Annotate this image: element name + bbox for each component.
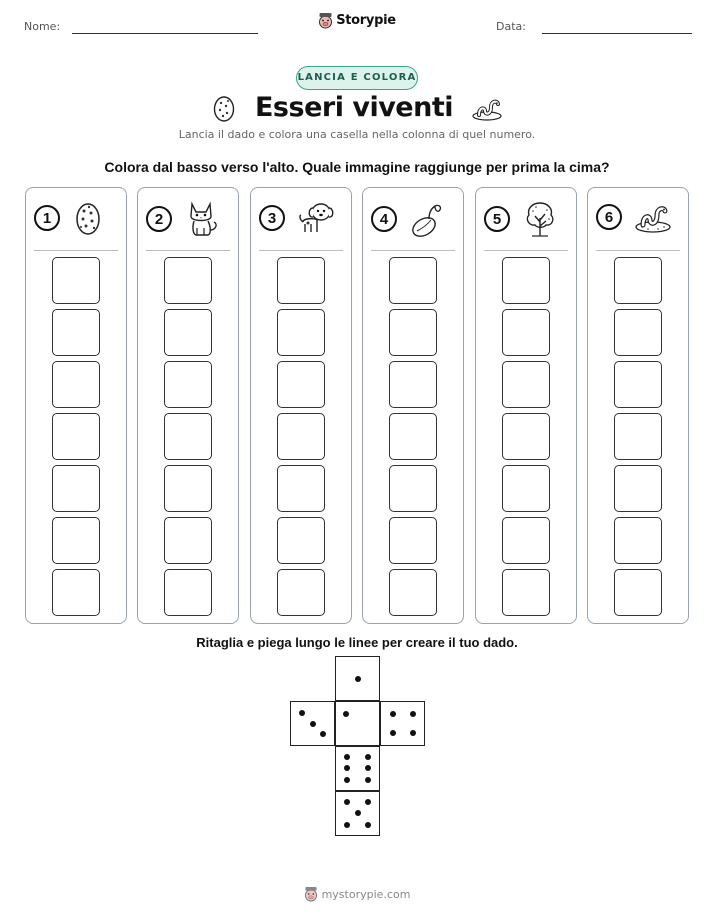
die-pip	[344, 754, 350, 760]
column-divider	[484, 250, 568, 251]
color-box[interactable]	[389, 569, 437, 616]
die-pip	[365, 765, 371, 771]
column-divider	[371, 250, 455, 251]
color-box[interactable]	[277, 413, 325, 460]
die-pip	[344, 799, 350, 805]
color-box[interactable]	[52, 361, 100, 408]
color-box[interactable]	[52, 413, 100, 460]
cat-icon	[184, 200, 220, 238]
color-box[interactable]	[277, 309, 325, 356]
color-box[interactable]	[52, 465, 100, 512]
die-pip	[390, 730, 396, 736]
die-face-1	[335, 656, 380, 701]
die-pip	[365, 777, 371, 783]
color-box[interactable]	[52, 569, 100, 616]
color-box[interactable]	[502, 569, 550, 616]
die-pip	[365, 822, 371, 828]
subtitle: Lancia il dado e colora una casella nella colonna di quel numero.	[178, 128, 536, 141]
column-5	[475, 187, 577, 624]
color-box[interactable]	[164, 361, 212, 408]
column-number: 4	[371, 206, 397, 232]
color-box[interactable]	[389, 361, 437, 408]
footer	[0, 886, 714, 907]
die-pip	[344, 777, 350, 783]
die-pip	[365, 799, 371, 805]
color-box[interactable]	[277, 465, 325, 512]
column-number: 6	[596, 204, 622, 230]
pig-mascot-icon	[318, 12, 333, 29]
column-divider	[146, 250, 230, 251]
column-divider	[259, 250, 343, 251]
color-box[interactable]	[502, 309, 550, 356]
die-pip	[365, 754, 371, 760]
die-face-5	[335, 791, 380, 836]
color-box[interactable]	[389, 309, 437, 356]
color-box[interactable]	[614, 257, 662, 304]
column-number: 5	[484, 206, 510, 232]
color-box[interactable]	[164, 309, 212, 356]
egg-icon	[72, 200, 104, 236]
date-line[interactable]	[542, 33, 692, 34]
color-box[interactable]	[614, 413, 662, 460]
die-face-3	[290, 701, 335, 746]
color-box[interactable]	[389, 257, 437, 304]
color-box[interactable]	[502, 517, 550, 564]
puppy-icon	[297, 200, 337, 236]
die-pip	[410, 711, 416, 717]
die-pip	[310, 721, 316, 727]
color-box[interactable]	[164, 569, 212, 616]
color-box[interactable]	[52, 257, 100, 304]
die-pip	[299, 710, 305, 716]
footer-url[interactable]: mystorypie.com	[321, 887, 411, 901]
die-pip	[355, 676, 361, 682]
die-pip	[320, 731, 326, 737]
worm-icon	[634, 200, 672, 234]
title-row	[0, 92, 714, 123]
color-box[interactable]	[164, 257, 212, 304]
color-box[interactable]	[389, 465, 437, 512]
column-number: 3	[259, 205, 285, 231]
column-6	[587, 187, 689, 624]
die-pip	[344, 765, 350, 771]
color-box[interactable]	[52, 309, 100, 356]
brand-name: Storypie	[336, 13, 396, 28]
color-box[interactable]	[389, 517, 437, 564]
color-box[interactable]	[502, 465, 550, 512]
color-box[interactable]	[502, 413, 550, 460]
column-divider	[34, 250, 118, 251]
column-number: 2	[146, 206, 172, 232]
brand-logo	[0, 12, 714, 34]
die-pip	[410, 730, 416, 736]
color-box[interactable]	[277, 257, 325, 304]
column-1	[25, 187, 127, 624]
column-number: 1	[34, 205, 60, 231]
column-2	[137, 187, 239, 624]
color-box[interactable]	[614, 569, 662, 616]
color-box[interactable]	[614, 465, 662, 512]
egg-icon	[211, 94, 237, 122]
color-box[interactable]	[164, 465, 212, 512]
column-4	[362, 187, 464, 624]
instruction: Colora dal basso verso l'alto. Quale immagine raggiunge per prima la cima?	[104, 159, 610, 175]
color-box[interactable]	[52, 517, 100, 564]
cut-instruction: Ritaglia e piega lungo le linee per creare il tuo dado.	[196, 635, 518, 650]
color-box[interactable]	[614, 517, 662, 564]
column-3	[250, 187, 352, 624]
color-box[interactable]	[614, 361, 662, 408]
die-face-4	[380, 701, 425, 746]
die-pip	[343, 711, 349, 717]
color-box[interactable]	[502, 361, 550, 408]
color-box[interactable]	[502, 257, 550, 304]
color-box[interactable]	[277, 569, 325, 616]
column-divider	[596, 250, 680, 251]
color-box[interactable]	[164, 517, 212, 564]
color-box[interactable]	[389, 413, 437, 460]
date-label: Data:	[496, 20, 526, 33]
die-pip	[344, 822, 350, 828]
pig-mascot-icon	[304, 886, 318, 902]
seed-sprout-icon	[409, 200, 443, 238]
color-box[interactable]	[277, 361, 325, 408]
die-pip	[390, 711, 396, 717]
page-title: Esseri viventi	[254, 92, 454, 123]
die-face-6	[335, 746, 380, 791]
worm-icon	[471, 95, 503, 121]
color-box[interactable]	[164, 413, 212, 460]
die-face-1	[335, 701, 380, 746]
tree-icon	[522, 200, 558, 238]
color-box[interactable]	[277, 517, 325, 564]
color-box[interactable]	[614, 309, 662, 356]
name-label: Nome:	[24, 20, 61, 33]
activity-badge: LANCIA E COLORA	[296, 66, 418, 90]
die-pip	[355, 810, 361, 816]
